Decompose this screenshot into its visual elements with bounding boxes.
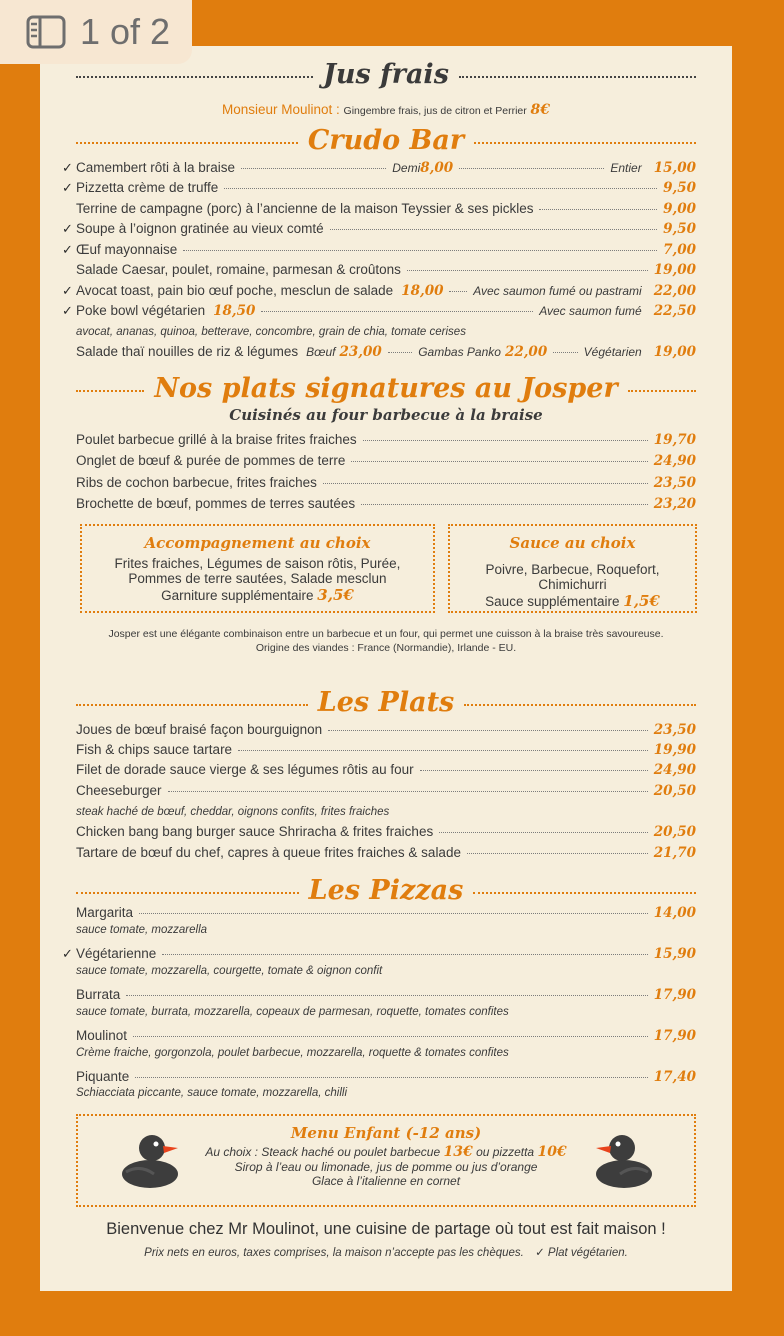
item-name: Fish & chips sauce tartare bbox=[76, 742, 233, 757]
item-price: 20,50 bbox=[653, 824, 696, 840]
leader-dots bbox=[183, 250, 657, 251]
item-price: 23,20 bbox=[653, 496, 696, 512]
item-name: Burrata bbox=[76, 987, 121, 1002]
item-price-option: 18,00 bbox=[401, 283, 444, 299]
drink-name: Monsieur Moulinot : bbox=[221, 102, 340, 117]
box-line: Poivre, Barbecue, Roquefort, Chimichurri bbox=[485, 562, 660, 592]
leader-dots bbox=[133, 1036, 648, 1037]
item-price: 23,50 bbox=[653, 475, 696, 491]
item-price-option: 18,50 bbox=[213, 303, 256, 319]
pizza-item bbox=[62, 1028, 696, 1048]
box-title: Accompagnement au choix bbox=[144, 534, 371, 552]
item-option: Végétarien bbox=[583, 345, 642, 359]
kids-menu-price-alt: 10€ bbox=[537, 1144, 567, 1160]
item-price: 23,50 bbox=[653, 722, 696, 738]
item-price: 17,90 bbox=[653, 987, 696, 1003]
item-description: sauce tomate, burrata, mozzarella, copeaux de parmesan, roquette, tomates confites bbox=[76, 1006, 509, 1018]
menu-item bbox=[62, 432, 696, 452]
leader-dots bbox=[330, 229, 657, 230]
pizza-item bbox=[62, 905, 696, 925]
item-name: Végétarienne bbox=[76, 946, 157, 961]
leader-dots bbox=[363, 440, 648, 441]
menu-item bbox=[62, 242, 696, 262]
section-header bbox=[40, 120, 732, 160]
leader-dots bbox=[439, 832, 648, 833]
item-price: 19,70 bbox=[653, 432, 696, 448]
item-option: Demi bbox=[392, 161, 421, 175]
menu-item bbox=[62, 824, 696, 844]
box-title: Menu Enfant (-12 ans) bbox=[290, 1124, 482, 1142]
menu-item bbox=[62, 762, 696, 782]
item-name: Chicken bang bang burger sauce Shriracha & frites fraiches bbox=[76, 824, 434, 839]
kids-menu-dessert: Glace à l’italienne en cornet bbox=[311, 1174, 461, 1188]
vegetarian-check-icon: ✓ bbox=[62, 242, 73, 257]
item-price: 15,90 bbox=[653, 946, 696, 962]
item-name: Poke bowl végétarien bbox=[76, 303, 206, 318]
welcome-message: Bienvenue chez Mr Moulinot, une cuisine de partage où tout est fait maison ! bbox=[106, 1220, 666, 1238]
menu-item bbox=[62, 722, 696, 742]
leader-dots bbox=[261, 311, 533, 312]
supplement-label: Garniture supplémentaire bbox=[161, 588, 314, 603]
item-description: avocat, ananas, quinoa, betterave, concombre, grain de chia, tomate cerises bbox=[76, 326, 466, 338]
josper-note: Josper est une élégante combinaison entre un barbecue et un four, qui permet une cuisson à la braise très savoureuse. bbox=[108, 628, 664, 640]
vegetarian-check-icon: ✓ bbox=[62, 160, 73, 175]
item-description: Schiacciata piccante, sauce tomate, mozzarella, chilli bbox=[76, 1087, 348, 1099]
item-option: Avec saumon fumé ou pastrami bbox=[473, 284, 642, 298]
divider bbox=[76, 142, 298, 144]
menu-item bbox=[62, 742, 696, 762]
item-option: Entier bbox=[610, 161, 642, 175]
item-name: Margarita bbox=[76, 905, 134, 920]
item-price: 19,90 bbox=[653, 742, 696, 758]
box-line: Frites fraiches, Légumes de saison rôtis, Purée, bbox=[114, 556, 401, 571]
box-line-supplement bbox=[82, 586, 433, 604]
vegetarian-check-icon: ✓ bbox=[62, 283, 73, 298]
menu-item bbox=[62, 180, 696, 200]
rubber-duck-icon bbox=[118, 1128, 182, 1192]
pizza-item bbox=[62, 1069, 696, 1089]
box-title: Sauce au choix bbox=[509, 534, 636, 552]
item-name: Avocat toast, pain bio œuf poche, mesclun de salade bbox=[76, 283, 394, 298]
item-price: 17,90 bbox=[653, 1028, 696, 1044]
divider bbox=[474, 142, 696, 144]
kids-menu-choice: Au choix : Steack haché ou poulet barbecue bbox=[205, 1145, 441, 1159]
item-option: Avec saumon fumé bbox=[539, 304, 642, 318]
leader-dots bbox=[224, 188, 657, 189]
leader-dots bbox=[361, 504, 648, 505]
item-name: Salade Caesar, poulet, romaine, parmesan & croûtons bbox=[76, 262, 401, 277]
item-name: Piquante bbox=[76, 1069, 130, 1084]
menu-item bbox=[62, 845, 696, 865]
section-header bbox=[40, 368, 732, 408]
sidebar-icon bbox=[26, 15, 66, 49]
item-description: sauce tomate, mozzarella bbox=[76, 924, 208, 936]
footer-note bbox=[40, 1245, 732, 1259]
item-price: 19,00 bbox=[653, 344, 696, 360]
vegetarian-legend: Plat végétarien. bbox=[547, 1247, 628, 1259]
section-header bbox=[40, 870, 732, 910]
section-les-pizzas bbox=[40, 870, 732, 910]
item-price: 7,00 bbox=[663, 242, 696, 258]
item-name: Joues de bœuf braisé façon bourguignon bbox=[76, 722, 323, 737]
item-price: 21,70 bbox=[653, 845, 696, 861]
vegetarian-check-icon: ✓ bbox=[62, 946, 73, 961]
menu-item bbox=[62, 783, 696, 803]
item-price: 20,50 bbox=[653, 783, 696, 799]
leader-dots bbox=[328, 730, 648, 731]
section-josper bbox=[40, 368, 732, 408]
item-name: Filet de dorade sauce vierge & ses légumes rôtis au four bbox=[76, 762, 414, 777]
divider bbox=[628, 390, 696, 392]
item-name: Moulinot bbox=[76, 1028, 128, 1043]
item-name: Pizzetta crème de truffe bbox=[76, 180, 219, 195]
divider bbox=[76, 892, 299, 894]
leader-dots bbox=[467, 853, 648, 854]
item-price-option: 22,00 bbox=[504, 344, 548, 360]
item-description: sauce tomate, mozzarella, courgette, tomate & oignon confit bbox=[76, 965, 383, 977]
divider bbox=[459, 76, 696, 78]
jus-frais-item bbox=[40, 102, 732, 118]
section-subtitle: Cuisinés au four barbecue à la braise bbox=[229, 406, 543, 424]
vegetarian-check-icon: ✓ bbox=[62, 180, 73, 195]
section-title: Crudo Bar bbox=[307, 124, 465, 156]
item-name: Onglet de bœuf & purée de pommes de terre bbox=[76, 453, 346, 468]
divider bbox=[76, 390, 144, 392]
leader-dots bbox=[553, 352, 577, 353]
menu-item bbox=[62, 303, 696, 323]
leader-dots bbox=[407, 270, 648, 271]
section-header bbox=[40, 682, 732, 722]
item-name: Œuf mayonnaise bbox=[76, 242, 178, 257]
item-price: 9,50 bbox=[663, 180, 696, 196]
menu-item bbox=[62, 475, 696, 495]
menu-item bbox=[62, 496, 696, 516]
menu-item bbox=[62, 344, 696, 364]
item-name: Camembert rôti à la braise bbox=[76, 160, 236, 175]
box-line-supplement bbox=[450, 592, 695, 610]
menu-item bbox=[62, 453, 696, 473]
item-price: 15,00 bbox=[653, 160, 697, 176]
leader-dots bbox=[139, 913, 648, 914]
leader-dots bbox=[162, 954, 647, 955]
menu-page bbox=[40, 46, 732, 1291]
item-name: Tartare de bœuf du chef, capres à queue frites fraiches & salade bbox=[76, 845, 461, 860]
item-name: Terrine de campagne (porc) à l’ancienne de la maison Teyssier & ses pickles bbox=[76, 201, 534, 216]
item-price: 22,00 bbox=[653, 283, 696, 299]
item-description: steak haché de bœuf, cheddar, oignons confits, frites fraiches bbox=[76, 806, 390, 818]
divider bbox=[464, 704, 696, 706]
meat-origin-note: Origine des viandes : France (Normandie), Irlande - EU. bbox=[255, 642, 517, 654]
section-title: Les Pizzas bbox=[308, 874, 464, 906]
pizza-item bbox=[62, 946, 696, 966]
supplement-price: 3,5€ bbox=[317, 586, 354, 604]
section-title: Jus frais bbox=[323, 58, 449, 90]
page-count: 1 of 2 bbox=[80, 11, 171, 52]
leader-dots bbox=[459, 168, 604, 169]
menu-item bbox=[62, 201, 696, 221]
item-price: 22,50 bbox=[653, 303, 696, 319]
vegetarian-check-icon: ✓ bbox=[62, 303, 73, 318]
item-description: Crème fraiche, gorgonzola, poulet barbecue, mozzarella, roquette & tomates confites bbox=[76, 1047, 509, 1059]
item-name: Salade thaï nouilles de riz & légumes bbox=[76, 344, 299, 359]
supplement-price: 1,5€ bbox=[623, 592, 660, 610]
item-price-option: 23,00 bbox=[339, 344, 382, 360]
rubber-duck-icon bbox=[592, 1128, 656, 1192]
section-les-plats bbox=[40, 682, 732, 722]
menu-item bbox=[62, 160, 696, 180]
item-price: 19,00 bbox=[653, 262, 696, 278]
item-option: Bœuf bbox=[306, 345, 336, 359]
kids-menu-alt: ou pizzetta bbox=[476, 1145, 535, 1159]
vegetarian-check-icon: ✓ bbox=[535, 1247, 545, 1259]
drink-price: 8€ bbox=[530, 102, 551, 118]
item-name: Cheeseburger bbox=[76, 783, 162, 798]
divider bbox=[76, 76, 313, 78]
pizza-item bbox=[62, 987, 696, 1007]
section-crudo-bar bbox=[40, 120, 732, 160]
leader-dots bbox=[241, 168, 386, 169]
leader-dots bbox=[449, 291, 467, 292]
vegetarian-check-icon: ✓ bbox=[62, 221, 73, 236]
section-title: Nos plats signatures au Josper bbox=[154, 372, 618, 404]
divider bbox=[473, 892, 696, 894]
supplement-label: Sauce supplémentaire bbox=[485, 594, 620, 609]
menu-item bbox=[62, 262, 696, 282]
leader-dots bbox=[238, 750, 648, 751]
menu-item bbox=[62, 221, 696, 241]
price-note: Prix nets en euros, taxes comprises, la maison n’accepte pas les chèques. bbox=[144, 1247, 524, 1259]
menu-item bbox=[62, 283, 696, 303]
item-price-option: 8,00 bbox=[420, 160, 454, 176]
divider bbox=[76, 704, 308, 706]
kids-menu-drinks: Sirop à l’eau ou limonade, jus de pomme ou jus d’orange bbox=[234, 1160, 538, 1174]
leader-dots bbox=[168, 791, 648, 792]
item-price: 9,00 bbox=[663, 201, 696, 217]
item-name: Poulet barbecue grillé à la braise frites fraiches bbox=[76, 432, 357, 447]
leader-dots bbox=[323, 483, 648, 484]
page-indicator[interactable] bbox=[0, 0, 192, 64]
item-price: 24,90 bbox=[653, 762, 696, 778]
kids-menu-price: 13€ bbox=[443, 1144, 473, 1160]
accompaniment-box bbox=[80, 524, 435, 613]
item-price: 9,50 bbox=[663, 221, 696, 237]
box-line: Pommes de terre sautées, Salade mesclun bbox=[128, 571, 387, 586]
item-price: 17,40 bbox=[653, 1069, 696, 1085]
item-name: Brochette de bœuf, pommes de terres sautées bbox=[76, 496, 356, 511]
section-title: Les Plats bbox=[317, 686, 455, 718]
leader-dots bbox=[388, 352, 412, 353]
drink-description: Gingembre frais, jus de citron et Perrier bbox=[343, 105, 527, 117]
item-price: 14,00 bbox=[653, 905, 696, 921]
item-name: Soupe à l’oignon gratinée au vieux comté bbox=[76, 221, 324, 236]
leader-dots bbox=[351, 461, 647, 462]
item-name: Ribs de cochon barbecue, frites fraiches bbox=[76, 475, 317, 490]
leader-dots bbox=[135, 1077, 647, 1078]
leader-dots bbox=[126, 995, 647, 996]
item-price: 24,90 bbox=[653, 453, 696, 469]
sauce-box bbox=[448, 524, 697, 613]
item-option: Gambas Panko bbox=[418, 345, 501, 359]
leader-dots bbox=[420, 770, 648, 771]
leader-dots bbox=[539, 209, 657, 210]
